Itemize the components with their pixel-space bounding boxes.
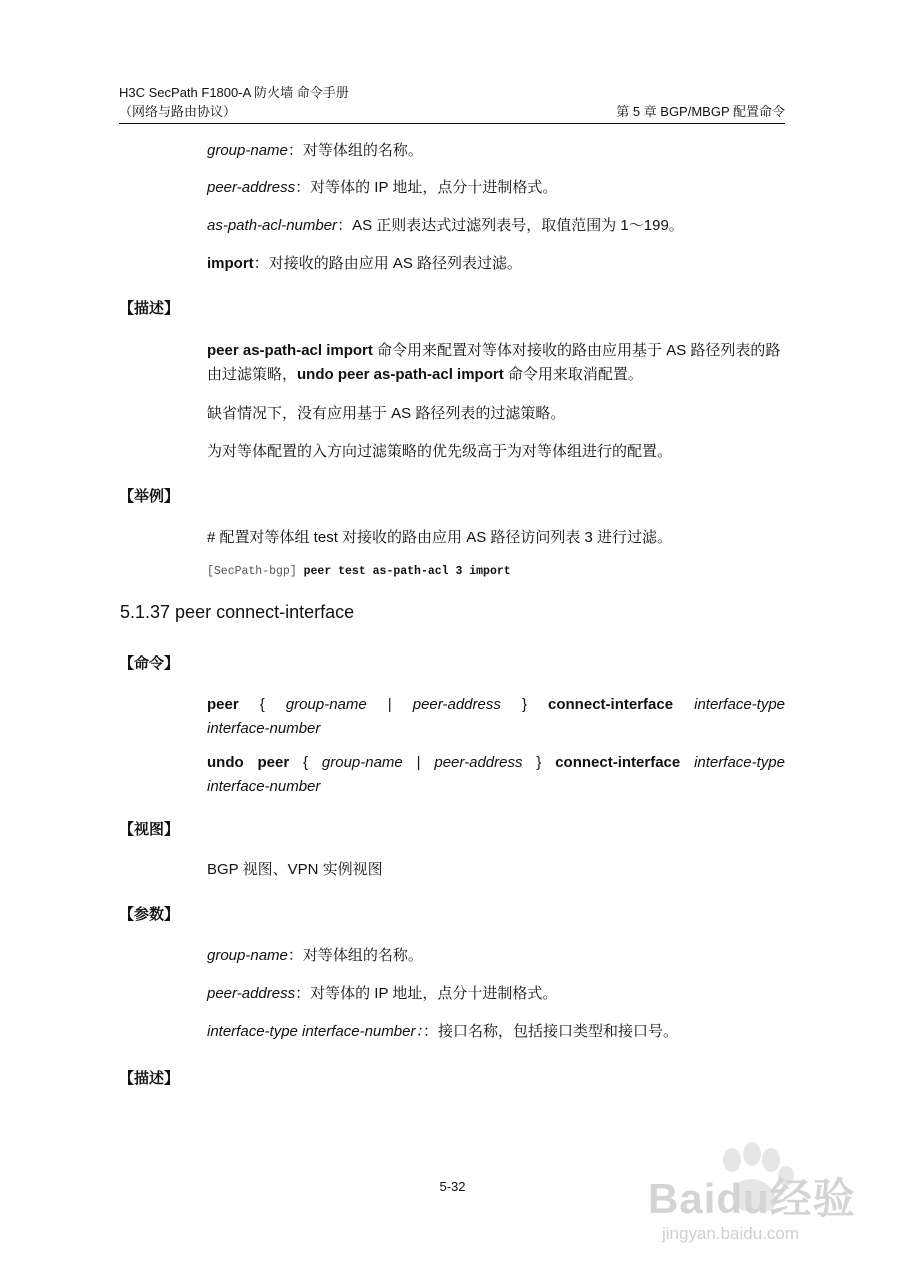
param-item: group-name：对等体组的名称。: [207, 947, 423, 964]
section-view-label: 【视图】: [119, 821, 180, 838]
header-chapter-title: 第 5 章 BGP/MBGP 配置命令: [616, 104, 785, 119]
describe-paragraph: peer as-path-acl import 命令用来配置对等体对接收的路由应用基于 AS 路径列表的路由过滤策略，undo peer as-path-acl import 命令用来取消配置。: [207, 342, 781, 383]
param-item: peer-address：对等体的 IP 地址，点分十进制格式。: [207, 179, 558, 196]
view-text: BGP 视图、VPN 实例视图: [207, 861, 383, 878]
describe-default: 缺省情况下，没有应用基于 AS 路径列表的过滤策略。: [207, 405, 566, 422]
page-number: 5-32: [439, 1179, 466, 1194]
header-manual-title: H3C SecPath F1800-A 防火墙 命令手册: [119, 85, 349, 100]
example-description: # 配置对等体组 test 对接收的路由应用 AS 路径访问列表 3 进行过滤。: [207, 529, 673, 546]
describe-priority: 为对等体配置的入方向过滤策略的优先级高于为对等体组进行的配置。: [207, 443, 673, 460]
param-item: group-name：对等体组的名称。: [207, 142, 423, 159]
param-item: peer-address：对等体的 IP 地址，点分十进制格式。: [207, 985, 558, 1002]
watermark-brand: Baidu经验: [648, 1175, 856, 1222]
param-item: interface-type interface-number：：接口名称，包括接口类型和接口号。: [207, 1023, 678, 1040]
header-rule: [119, 123, 785, 124]
section-command-label: 【命令】: [119, 655, 180, 672]
command-syntax-undo-peer: undo peer { group-name | peer-address } connect-interface interface-type interface-number: [207, 754, 785, 795]
section-heading: 5.1.37 peer connect-interface: [120, 602, 355, 622]
section-describe-label: 【描述】: [119, 300, 180, 317]
section-describe-label-2: 【描述】: [119, 1070, 180, 1087]
watermark-url: jingyan.baidu.com: [662, 1224, 800, 1243]
command-syntax-peer: peer { group-name | peer-address } connect-interface interface-type interface-number: [207, 696, 786, 737]
param-item: as-path-acl-number：AS 正则表达式过滤列表号，取值范围为 1～199。: [207, 217, 684, 234]
example-code: [SecPath-bgp] peer test as-path-acl 3 import: [207, 565, 511, 578]
section-example-label: 【举例】: [119, 488, 180, 505]
param-item: import：对接收的路由应用 AS 路径列表过滤。: [207, 255, 523, 272]
section-params-label: 【参数】: [119, 906, 180, 923]
header-manual-subtitle: （网络与路由协议）: [119, 104, 237, 119]
